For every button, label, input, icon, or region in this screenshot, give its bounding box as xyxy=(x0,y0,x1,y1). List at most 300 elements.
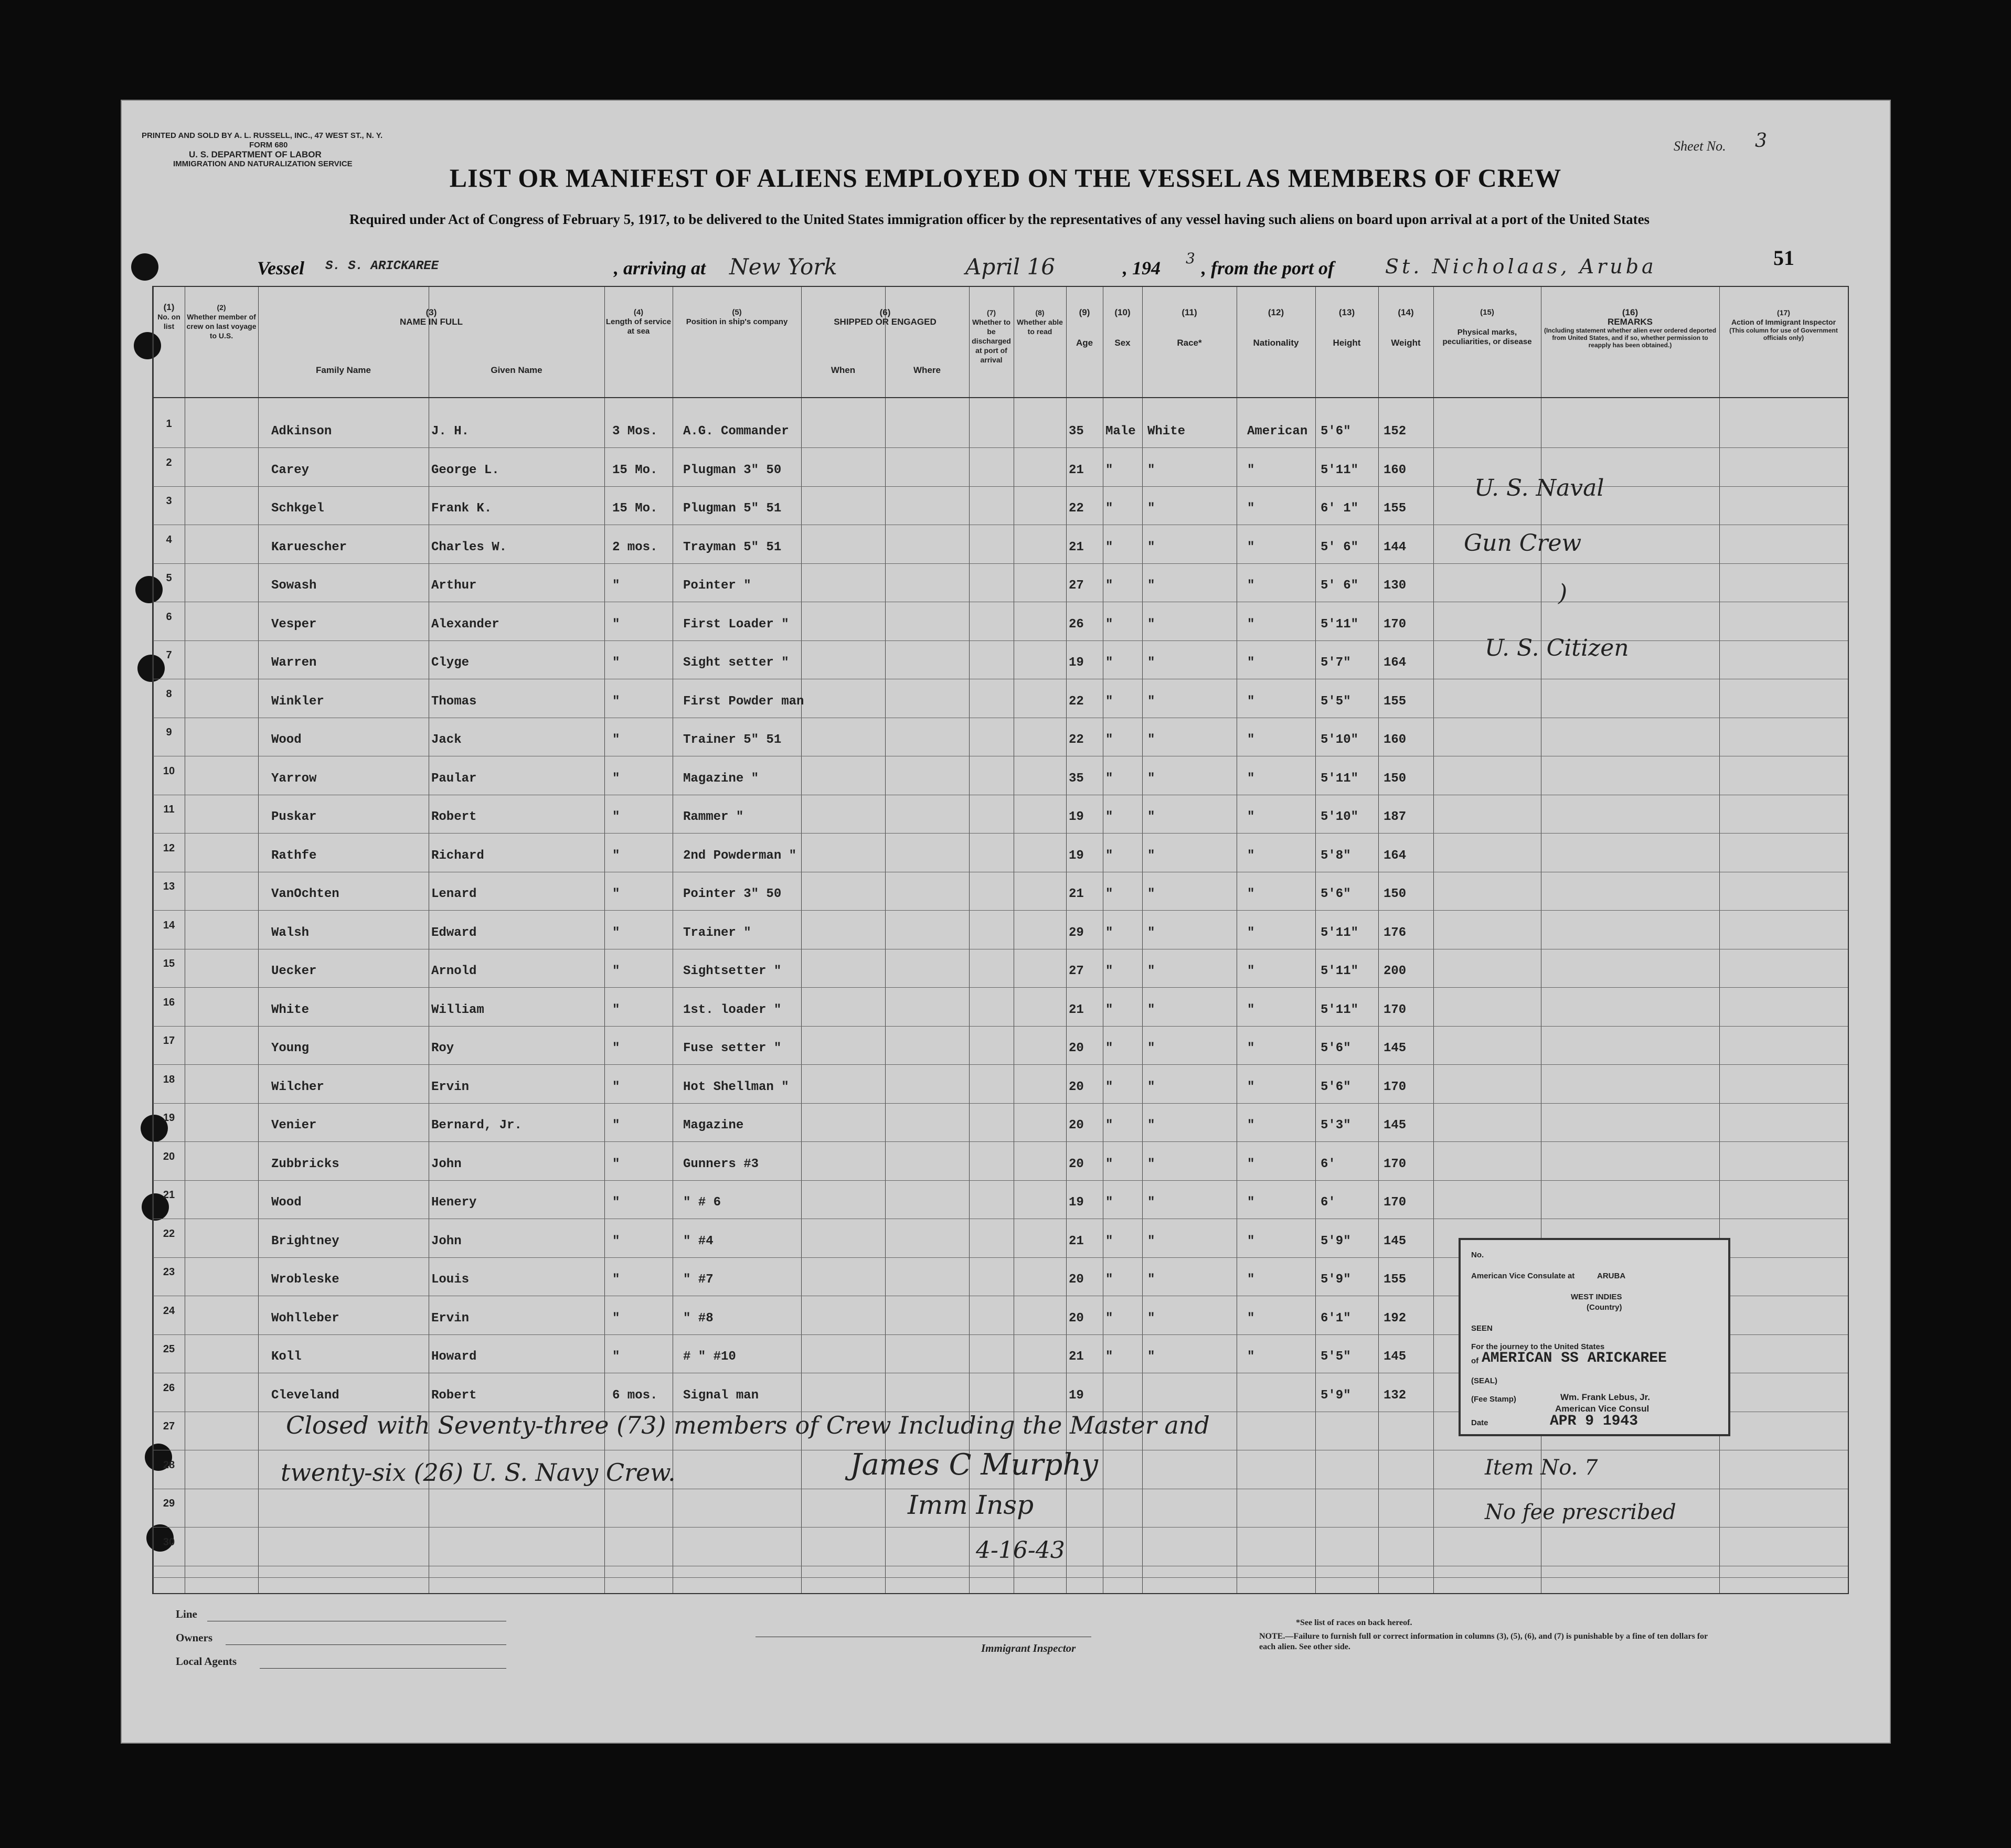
row-number: 4 xyxy=(166,533,172,546)
nationality-cell: " xyxy=(1247,694,1255,709)
age-cell: 27 xyxy=(1069,964,1084,978)
row-number: 2 xyxy=(166,456,172,468)
nationality-cell: " xyxy=(1247,656,1255,670)
race-cell: " xyxy=(1147,848,1155,863)
sex-cell: " xyxy=(1105,694,1113,709)
col-num: (2) xyxy=(217,303,226,312)
year-digit: 3 xyxy=(1186,250,1195,267)
height-cell: 5'9" xyxy=(1321,1273,1351,1287)
given-name-cell: George L. xyxy=(431,463,499,477)
col-label: Whether able to read xyxy=(1017,318,1063,336)
col-label: Weight xyxy=(1391,338,1421,348)
age-cell: 27 xyxy=(1069,579,1084,593)
row-rule xyxy=(153,1180,1848,1181)
height-cell: 5'11" xyxy=(1321,617,1359,632)
height-cell: 5'11" xyxy=(1321,1002,1359,1017)
service-cell: 3 Mos. xyxy=(612,424,658,439)
sex-cell: " xyxy=(1105,1041,1113,1055)
department-name: U. S. DEPARTMENT OF LABOR xyxy=(189,149,322,159)
race-cell: " xyxy=(1147,1195,1155,1210)
col-num: (17) xyxy=(1777,308,1790,317)
race-cell: " xyxy=(1147,1002,1155,1017)
stamp-officer-title: American Vice Consul xyxy=(1555,1404,1650,1414)
height-cell: 5'10" xyxy=(1321,733,1359,747)
nationality-cell: " xyxy=(1247,733,1255,747)
stamp-region: WEST INDIES xyxy=(1571,1292,1622,1301)
race-cell: " xyxy=(1147,656,1155,670)
position-cell: Magazine " xyxy=(683,771,759,786)
height-cell: 5'8" xyxy=(1321,848,1351,863)
nationality-cell: " xyxy=(1247,1157,1255,1171)
sex-cell: " xyxy=(1105,656,1113,670)
height-cell: 5' 6" xyxy=(1321,579,1359,593)
given-name-cell: Arnold xyxy=(431,964,477,978)
weight-cell: 176 xyxy=(1384,925,1407,940)
service-cell: " xyxy=(612,887,620,901)
position-cell: Magazine xyxy=(683,1118,744,1133)
height-cell: 5'5" xyxy=(1321,694,1351,709)
col-header-when: When xyxy=(831,365,856,375)
age-cell: 26 xyxy=(1069,617,1084,632)
weight-cell: 155 xyxy=(1384,1273,1407,1287)
family-name-cell: Wrobleske xyxy=(271,1273,339,1287)
service-cell: 15 Mo. xyxy=(612,501,658,516)
col-num: (3) xyxy=(425,307,437,317)
given-name-cell: J. H. xyxy=(431,424,470,439)
item-number: Item No. 7 xyxy=(1485,1456,1598,1480)
sex-cell: " xyxy=(1105,964,1113,978)
col-label: SHIPPED OR ENGAGED xyxy=(834,317,937,327)
age-cell: 22 xyxy=(1069,501,1084,516)
weight-cell: 164 xyxy=(1384,656,1407,670)
race-cell: " xyxy=(1147,887,1155,901)
row-number: 29 xyxy=(163,1498,175,1509)
service-cell: " xyxy=(612,694,620,709)
race-cell: White xyxy=(1147,424,1186,439)
given-name-cell: Richard xyxy=(431,848,484,863)
arriving-label: , arriving at xyxy=(614,258,706,279)
weight-cell: 132 xyxy=(1384,1388,1407,1403)
row-number: 9 xyxy=(166,727,172,738)
age-cell: 20 xyxy=(1069,1118,1084,1133)
remark-gun-crew: Gun Crew xyxy=(1464,530,1582,557)
nationality-cell: " xyxy=(1247,1080,1255,1094)
given-name-cell: Henery xyxy=(431,1195,477,1210)
age-cell: 20 xyxy=(1069,1157,1084,1171)
age-cell: 20 xyxy=(1069,1041,1084,1055)
age-cell: 21 xyxy=(1069,1350,1084,1364)
given-name-cell: Howard xyxy=(431,1350,477,1364)
given-name-cell: Ervin xyxy=(431,1080,470,1094)
col-num: (13) xyxy=(1338,307,1355,317)
col-label: Physical marks, peculiarities, or disease xyxy=(1442,328,1532,346)
race-cell: " xyxy=(1147,771,1155,786)
age-cell: 19 xyxy=(1069,1195,1084,1210)
weight-cell: 145 xyxy=(1384,1041,1407,1055)
punch-hole xyxy=(131,253,158,281)
age-cell: 22 xyxy=(1069,694,1084,709)
height-cell: 5'6" xyxy=(1321,1080,1351,1094)
height-cell: 5'10" xyxy=(1321,810,1359,824)
row-rule xyxy=(153,563,1848,564)
height-cell: 5'6" xyxy=(1321,1041,1351,1055)
sex-cell: " xyxy=(1105,810,1113,824)
row-number: 10 xyxy=(163,765,175,777)
service-cell: " xyxy=(612,964,620,978)
race-cell: " xyxy=(1147,1311,1155,1326)
col-header-weight xyxy=(1378,308,1433,348)
family-name-cell: Zubbricks xyxy=(271,1157,339,1171)
weight-cell: 130 xyxy=(1384,579,1407,593)
given-name-cell: Frank K. xyxy=(431,501,492,516)
sex-cell: Male xyxy=(1105,424,1136,439)
nationality-cell: " xyxy=(1247,1041,1255,1055)
col-num: (16) xyxy=(1622,307,1638,317)
family-name-cell: Uecker xyxy=(271,964,317,978)
col-label: Action of Immigrant Inspector xyxy=(1731,318,1836,326)
row-rule xyxy=(153,833,1848,834)
nationality-cell: American xyxy=(1247,424,1308,439)
service-cell: " xyxy=(612,1002,620,1017)
weight-cell: 170 xyxy=(1384,1157,1407,1171)
col-label: Sex xyxy=(1114,338,1131,348)
row-rule xyxy=(153,910,1848,911)
position-cell: 1st. loader " xyxy=(683,1002,782,1017)
given-name-cell: Lenard xyxy=(431,887,477,901)
vessel-label: Vessel xyxy=(257,258,304,279)
footer-agents-rule xyxy=(260,1668,506,1669)
service-cell: " xyxy=(612,1195,620,1210)
family-name-cell: Schkgel xyxy=(271,501,324,516)
sex-cell: " xyxy=(1105,1234,1113,1248)
service-cell: " xyxy=(612,771,620,786)
family-name-cell: White xyxy=(271,1002,310,1017)
nationality-cell: " xyxy=(1247,771,1255,786)
col-label: Length of service at sea xyxy=(605,317,672,336)
arrival-date: April 16 xyxy=(965,254,1055,280)
sex-cell: " xyxy=(1105,848,1113,863)
height-cell: 5'11" xyxy=(1321,964,1359,978)
age-cell: 21 xyxy=(1069,1234,1084,1248)
col-label: Position in ship's company xyxy=(686,317,788,326)
given-name-cell: Bernard, Jr. xyxy=(431,1118,522,1133)
position-cell: " #8 xyxy=(683,1311,714,1326)
given-name-cell: Roy xyxy=(431,1041,454,1055)
stamp-of: of xyxy=(1471,1356,1479,1365)
sheet-number: 3 xyxy=(1755,130,1767,152)
nationality-cell: " xyxy=(1247,1273,1255,1287)
family-name-cell: Warren xyxy=(271,656,317,670)
age-cell: 35 xyxy=(1069,771,1084,786)
col-num: (10) xyxy=(1114,307,1131,317)
col-header-position xyxy=(673,308,801,327)
col-header-given: Given Name xyxy=(491,365,542,375)
stamp-place: ARUBA xyxy=(1597,1272,1626,1280)
footer-line-label: Line xyxy=(176,1608,197,1620)
position-cell: 2nd Powderman " xyxy=(683,848,797,863)
sex-cell: " xyxy=(1105,1273,1113,1287)
service-cell: 15 Mo. xyxy=(612,463,658,477)
inspector-label: Immigrant Inspector xyxy=(981,1642,1076,1654)
stamp-ship: AMERICAN SS ARICKAREE xyxy=(1482,1350,1667,1366)
sex-cell: " xyxy=(1105,1350,1113,1364)
family-name-cell: Karuescher xyxy=(271,540,347,554)
height-cell: 5'7" xyxy=(1321,656,1351,670)
col-header-last-voyage xyxy=(186,303,257,340)
nationality-cell: " xyxy=(1247,848,1255,863)
family-name-cell: Rathfe xyxy=(271,848,317,863)
position-cell: Trainer 5" 51 xyxy=(683,733,782,747)
family-name-cell: Wohlleber xyxy=(271,1311,339,1326)
age-cell: 22 xyxy=(1069,733,1084,747)
nationality-cell: " xyxy=(1247,1118,1255,1133)
row-number: 23 xyxy=(163,1266,175,1278)
position-cell: Sightsetter " xyxy=(683,964,782,978)
nationality-cell: " xyxy=(1247,579,1255,593)
row-number: 22 xyxy=(163,1227,175,1240)
col-header-no xyxy=(153,303,185,331)
family-name-cell: Adkinson xyxy=(271,424,332,439)
col-header-action xyxy=(1719,308,1848,341)
race-cell: " xyxy=(1147,617,1155,632)
sheet-label: Sheet No. xyxy=(1674,138,1726,154)
row-rule xyxy=(153,1064,1848,1065)
row-number: 18 xyxy=(163,1073,175,1085)
height-cell: 5'9" xyxy=(1321,1234,1351,1248)
weight-cell: 160 xyxy=(1384,463,1407,477)
col-header-race xyxy=(1142,308,1237,348)
nationality-cell: " xyxy=(1247,1350,1255,1364)
age-cell: 20 xyxy=(1069,1311,1084,1326)
service-cell: 2 mos. xyxy=(612,540,658,554)
position-cell: Signal man xyxy=(683,1388,759,1403)
position-cell: Fuse setter " xyxy=(683,1041,782,1055)
page-number: 51 xyxy=(1773,246,1794,270)
family-name-cell: Walsh xyxy=(271,925,310,940)
stamp-journey: For the journey to the United States xyxy=(1471,1342,1605,1351)
col-sublabel: (Including statement whether alien ever ordered deported from United States, and if so, whether permission to reapply has been obtained.) xyxy=(1544,327,1717,349)
sex-cell: " xyxy=(1105,1080,1113,1094)
sex-cell: " xyxy=(1105,1311,1113,1326)
height-cell: 5'11" xyxy=(1321,925,1359,940)
service-cell: " xyxy=(612,1157,620,1171)
col-header-family: Family Name xyxy=(316,365,371,375)
row-number: 20 xyxy=(163,1150,175,1162)
col-num: (4) xyxy=(633,308,644,317)
given-name-cell: Clyge xyxy=(431,656,470,670)
sex-cell: " xyxy=(1105,501,1113,516)
position-cell: " #4 xyxy=(683,1234,714,1248)
age-cell: 21 xyxy=(1069,887,1084,901)
given-name-cell: Robert xyxy=(431,1388,477,1403)
no-fee-note: No fee prescribed xyxy=(1485,1500,1676,1524)
height-cell: 5'3" xyxy=(1321,1118,1351,1133)
col-header-where: Where xyxy=(913,365,941,375)
service-cell: " xyxy=(612,1041,620,1055)
nationality-cell: " xyxy=(1247,887,1255,901)
age-cell: 21 xyxy=(1069,463,1084,477)
nationality-cell: " xyxy=(1247,463,1255,477)
col-label: Whether member of crew on last voyage to U.S. xyxy=(186,313,257,340)
weight-cell: 170 xyxy=(1384,1002,1407,1017)
col-header-remarks xyxy=(1541,308,1719,349)
height-cell: 5'5" xyxy=(1321,1350,1351,1364)
col-label: Height xyxy=(1333,338,1361,348)
from-label: , from the port of xyxy=(1201,258,1335,279)
sex-cell: " xyxy=(1105,925,1113,940)
sex-cell: " xyxy=(1105,463,1113,477)
sex-cell: " xyxy=(1105,617,1113,632)
row-number: 5 xyxy=(166,572,172,584)
col-header-shipped xyxy=(801,308,969,327)
weight-cell: 164 xyxy=(1384,848,1407,863)
sex-cell: " xyxy=(1105,579,1113,593)
given-name-cell: John xyxy=(431,1157,462,1171)
row-rule xyxy=(153,1141,1848,1142)
closing-statement-line2: twenty-six (26) U. S. Navy Crew. xyxy=(281,1458,676,1487)
nationality-cell: " xyxy=(1247,925,1255,940)
race-cell: " xyxy=(1147,463,1155,477)
page-subtitle: Required under Act of Congress of February 5, 1917, to be delivered to the United States immigration officer by the representatives of any vessel having such aliens on board upon arrival at a port of the United States xyxy=(349,211,1650,227)
position-cell: Plugman 5" 51 xyxy=(683,501,782,516)
weight-cell: 155 xyxy=(1384,694,1407,709)
family-name-cell: Wood xyxy=(271,1195,302,1210)
row-rule xyxy=(153,987,1848,988)
service-cell: " xyxy=(612,1080,620,1094)
stamp-fee: (Fee Stamp) xyxy=(1471,1395,1516,1404)
race-cell: " xyxy=(1147,501,1155,516)
col-num: (1) xyxy=(163,302,175,312)
row-number: 8 xyxy=(166,688,172,700)
nationality-cell: " xyxy=(1247,1195,1255,1210)
height-cell: 6' 1" xyxy=(1321,501,1359,516)
remark-bracket: ) xyxy=(1558,580,1568,606)
stamp-consulate: American Vice Consulate at xyxy=(1471,1272,1575,1280)
service-cell: " xyxy=(612,810,620,824)
col-header-name xyxy=(258,308,604,327)
weight-cell: 144 xyxy=(1384,540,1407,554)
col-num: (15) xyxy=(1480,308,1494,317)
stamp-officer: Wm. Frank Lebus, Jr. xyxy=(1560,1392,1650,1402)
sex-cell: " xyxy=(1105,1195,1113,1210)
service-cell: " xyxy=(612,848,620,863)
age-cell: 20 xyxy=(1069,1080,1084,1094)
position-cell: Trainer " xyxy=(683,925,751,940)
consular-stamp xyxy=(1459,1238,1730,1436)
race-cell: " xyxy=(1147,579,1155,593)
nationality-cell: " xyxy=(1247,810,1255,824)
row-number: 3 xyxy=(166,495,172,507)
weight-cell: 170 xyxy=(1384,617,1407,632)
footer-agents-label: Local Agents xyxy=(176,1655,237,1668)
race-cell: " xyxy=(1147,1080,1155,1094)
sex-cell: " xyxy=(1105,887,1113,901)
col-label: REMARKS xyxy=(1608,317,1653,327)
given-name-cell: Thomas xyxy=(431,694,477,709)
given-name-cell: Charles W. xyxy=(431,540,507,554)
col-num: (9) xyxy=(1079,307,1090,317)
sex-cell: " xyxy=(1105,733,1113,747)
service-cell: " xyxy=(612,925,620,940)
service-name: IMMIGRATION AND NATURALIZATION SERVICE xyxy=(173,159,353,168)
family-name-cell: Wilcher xyxy=(271,1080,324,1094)
col-header-service xyxy=(604,308,673,336)
height-cell: 5'11" xyxy=(1321,463,1359,477)
family-name-cell: Venier xyxy=(271,1118,317,1133)
position-cell: First Loader " xyxy=(683,617,789,632)
height-cell: 5'11" xyxy=(1321,771,1359,786)
family-name-cell: Winkler xyxy=(271,694,324,709)
arrival-port: New York xyxy=(729,254,837,280)
service-cell: " xyxy=(612,1118,620,1133)
age-cell: 29 xyxy=(1069,925,1084,940)
row-number: 13 xyxy=(163,881,175,892)
row-number: 30 xyxy=(163,1536,175,1548)
sex-cell: " xyxy=(1105,540,1113,554)
service-cell: " xyxy=(612,656,620,670)
footer-owners-label: Owners xyxy=(176,1631,212,1644)
position-cell: # " #10 xyxy=(683,1350,736,1364)
remark-naval: U. S. Naval xyxy=(1474,475,1604,501)
col-num: (12) xyxy=(1268,307,1284,317)
nationality-cell: " xyxy=(1247,1002,1255,1017)
col-label: Whether to be discharged at port of arrival xyxy=(972,318,1011,364)
col-header-nationality xyxy=(1237,308,1315,348)
race-cell: " xyxy=(1147,964,1155,978)
row-number: 15 xyxy=(163,958,175,969)
row-number: 19 xyxy=(163,1112,175,1124)
family-name-cell: Puskar xyxy=(271,810,317,824)
given-name-cell: Paular xyxy=(431,771,477,786)
row-number: 16 xyxy=(163,996,175,1008)
position-cell: First Powder man xyxy=(683,694,804,709)
position-cell: Trayman 5" 51 xyxy=(683,540,782,554)
row-number: 17 xyxy=(163,1035,175,1046)
age-cell: 35 xyxy=(1069,424,1084,439)
given-name-cell: Alexander xyxy=(431,617,499,632)
col-header-age xyxy=(1066,308,1103,348)
col-header-read xyxy=(1014,308,1066,336)
weight-cell: 200 xyxy=(1384,964,1407,978)
col-num: (14) xyxy=(1398,307,1414,317)
row-number: 14 xyxy=(163,919,175,931)
service-cell: " xyxy=(612,1311,620,1326)
given-name-cell: Arthur xyxy=(431,579,477,593)
col-label: NAME IN FULL xyxy=(400,317,463,327)
col-header-height xyxy=(1315,308,1378,348)
weight-cell: 170 xyxy=(1384,1080,1407,1094)
weight-cell: 187 xyxy=(1384,810,1407,824)
service-cell: 6 mos. xyxy=(612,1388,658,1403)
age-cell: 19 xyxy=(1069,1388,1084,1403)
position-cell: " # 6 xyxy=(683,1195,721,1210)
row-number: 6 xyxy=(166,611,172,623)
given-name-cell: Louis xyxy=(431,1273,470,1287)
weight-cell: 170 xyxy=(1384,1195,1407,1210)
stamp-no: No. xyxy=(1471,1251,1484,1259)
race-cell: " xyxy=(1147,540,1155,554)
age-cell: 19 xyxy=(1069,848,1084,863)
sex-cell: " xyxy=(1105,771,1113,786)
family-name-cell: VanOchten xyxy=(271,887,339,901)
departure-port: St. Nicholaas, Aruba xyxy=(1385,255,1657,278)
col-header-discharged xyxy=(969,308,1014,365)
nationality-cell: " xyxy=(1247,964,1255,978)
col-header-physical xyxy=(1433,308,1541,347)
row-number: 25 xyxy=(163,1343,175,1355)
col-num: (5) xyxy=(732,308,742,317)
row-rule xyxy=(153,1026,1848,1027)
